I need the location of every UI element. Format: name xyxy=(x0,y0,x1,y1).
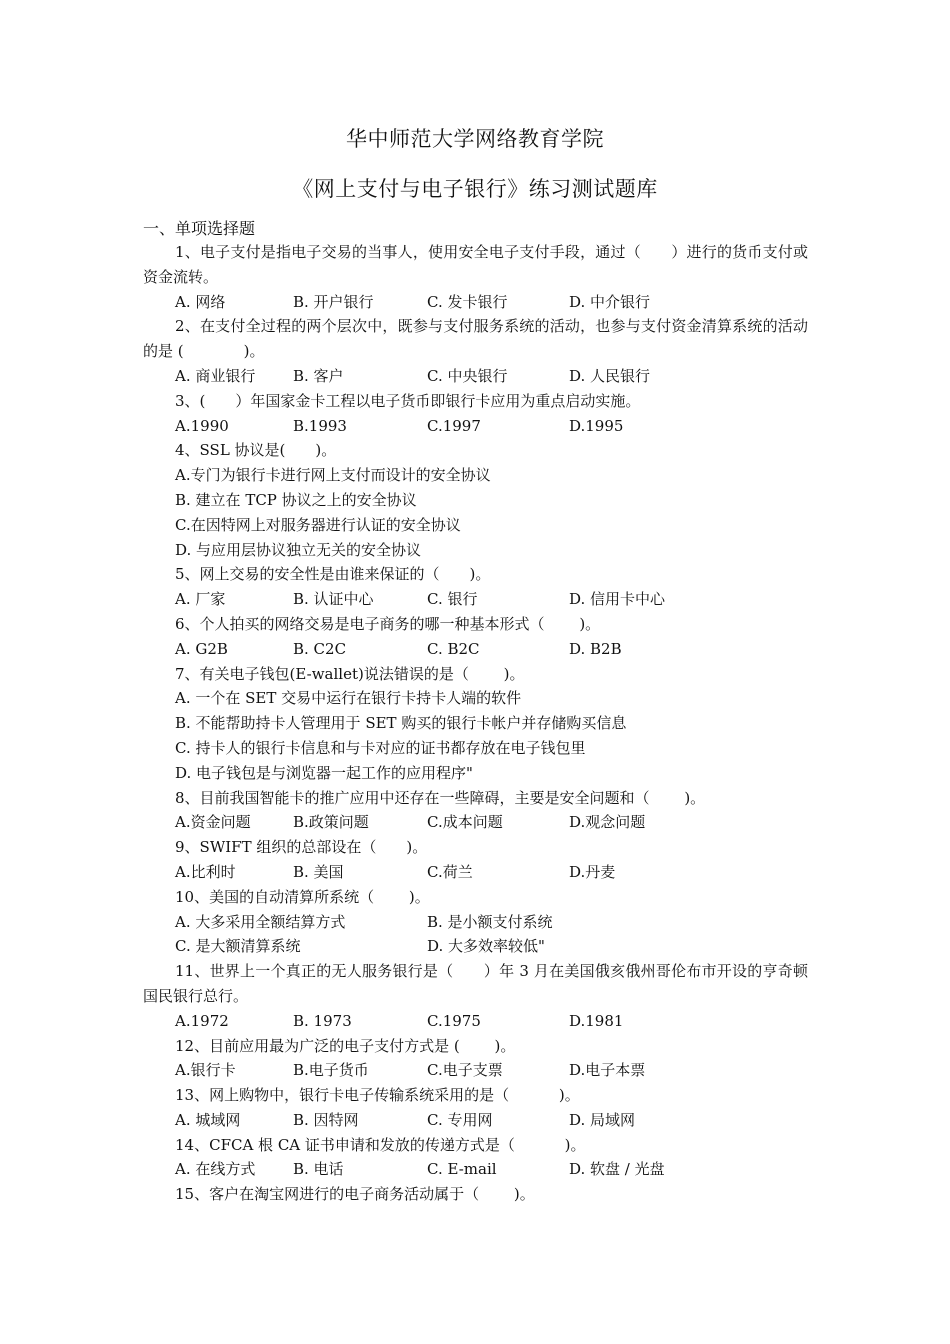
option-d: D. 大多效率较低" xyxy=(427,937,545,956)
options-13 xyxy=(143,1108,808,1133)
option-c: C. 银行 xyxy=(427,590,478,609)
option-c: C. E-mail xyxy=(427,1160,497,1179)
question-7: 7、有关电子钱包(E-wallet)说法错误的是（ )。 xyxy=(175,664,525,683)
options-3 xyxy=(143,414,808,439)
question-8: 8、目前我国智能卡的推广应用中还存在一些障碍，主要是安全问题和（ )。 xyxy=(175,788,706,807)
question-2: 2、在支付全过程的两个层次中，既参与支付服务系统的活动，也参与支付资金清算系统的活动的是 ( )。 xyxy=(143,317,808,361)
section-heading: 一、单项选择题 xyxy=(143,219,256,238)
option-b: B. 因特网 xyxy=(293,1110,359,1129)
question-13: 13、网上购物中，银行卡电子传输系统采用的是（ )。 xyxy=(175,1086,580,1105)
document-subtitle: 《网上支付与电子银行》练习测试题库 xyxy=(292,177,658,201)
options-10-row1 xyxy=(143,910,808,935)
option-c: C.荷兰 xyxy=(427,862,473,881)
question-15: 15、客户在淘宝网进行的电子商务活动属于（ )。 xyxy=(175,1185,535,1204)
option-d: D. 局域网 xyxy=(569,1110,636,1129)
option-a: A.比利时 xyxy=(175,862,236,881)
question-6: 6、个人拍买的网络交易是电子商务的哪一种基本形式（ )。 xyxy=(175,614,601,633)
option-d: D.1981 xyxy=(569,1011,624,1030)
option-d: D. 人民银行 xyxy=(569,366,651,385)
option-c: C. 中央银行 xyxy=(427,366,508,385)
options-2 xyxy=(143,364,808,389)
question-5: 5、网上交易的安全性是由谁来保证的（ )。 xyxy=(175,565,491,584)
option-b: B. 美国 xyxy=(293,862,344,881)
option-d: D. 电子钱包是与浏览器一起工作的应用程序" xyxy=(175,763,473,782)
option-a: A. G2B xyxy=(175,639,228,658)
option-b: B.电子货币 xyxy=(293,1061,369,1080)
option-d: D.1995 xyxy=(569,416,624,435)
option-b: B. 是小额支付系统 xyxy=(427,912,553,931)
option-a: A. 商业银行 xyxy=(175,366,256,385)
question-1: 1、电子支付是指电子交易的当事人，使用安全电子支付手段，通过（ ）进行的货币支付或资金流转。 xyxy=(143,243,808,286)
option-b: B. 客户 xyxy=(293,366,344,385)
option-c: C.在因特网上对服务器进行认证的安全协议 xyxy=(175,515,461,534)
question-4: 4、SSL 协议是( )。 xyxy=(175,441,337,460)
question-14: 14、CFCA 根 CA 证书申请和发放的传递方式是（ )。 xyxy=(175,1135,586,1154)
option-b: B.1993 xyxy=(293,416,347,435)
options-5 xyxy=(143,587,808,612)
options-14 xyxy=(143,1157,808,1182)
option-b: B. 认证中心 xyxy=(293,590,374,609)
option-a: A.银行卡 xyxy=(175,1061,236,1080)
question-list xyxy=(143,240,808,1207)
option-c: C. 是大额清算系统 xyxy=(175,937,301,956)
option-a: A. 大多采用全额结算方式 xyxy=(175,912,346,931)
options-9 xyxy=(143,860,808,885)
options-8 xyxy=(143,810,808,835)
question-12: 12、目前应用最为广泛的电子支付方式是 ( )。 xyxy=(175,1036,516,1055)
option-c: C.成本问题 xyxy=(427,813,503,832)
option-a: A.1990 xyxy=(175,416,229,435)
option-b: B. 电话 xyxy=(293,1160,344,1179)
option-b: B. 开户银行 xyxy=(293,292,374,311)
option-d: D.丹麦 xyxy=(569,862,616,881)
option-a: A. 城域网 xyxy=(175,1110,241,1129)
option-b: B. 建立在 TCP 协议之上的安全协议 xyxy=(175,490,417,509)
option-c: C. 持卡人的银行卡信息和与卡对应的证书都存放在电子钱包里 xyxy=(175,738,586,757)
option-b: B.政策问题 xyxy=(293,813,369,832)
option-c: C. 发卡银行 xyxy=(427,292,508,311)
question-10: 10、美国的自动清算所系统（ )。 xyxy=(175,887,430,906)
option-d: D.观念问题 xyxy=(569,813,646,832)
option-a: A. 一个在 SET 交易中运行在银行卡持卡人端的软件 xyxy=(175,689,522,708)
option-a: A. 厂家 xyxy=(175,590,226,609)
option-a: A.专门为银行卡进行网上支付而设计的安全协议 xyxy=(175,466,491,485)
option-a: A.资金问题 xyxy=(175,813,251,832)
option-d: D. B2B xyxy=(569,639,622,658)
option-b: B. 1973 xyxy=(293,1011,352,1030)
options-6 xyxy=(143,637,808,662)
options-11 xyxy=(143,1009,808,1034)
question-3: 3、( ）年国家金卡工程以电子货币即银行卡应用为重点启动实施。 xyxy=(175,391,641,410)
option-d: D. 中介银行 xyxy=(569,292,651,311)
option-b: B. C2C xyxy=(293,639,347,658)
options-12 xyxy=(143,1058,808,1083)
question-9: 9、SWIFT 组织的总部设在（ )。 xyxy=(175,838,428,857)
option-d: D.电子本票 xyxy=(569,1061,646,1080)
option-a: A. 网络 xyxy=(175,292,226,311)
options-1 xyxy=(143,290,808,315)
option-b: B. 不能帮助持卡人管理用于 SET 购买的银行卡帐户并存储购买信息 xyxy=(175,714,627,733)
option-c: C. B2C xyxy=(427,639,480,658)
option-d: D. 软盘 / 光盘 xyxy=(569,1160,665,1179)
question-11: 11、世界上一个真正的无人服务银行是（ ）年 3 月在美国俄亥俄州哥伦布市开设的亨奇顿国民银行总行。 xyxy=(143,962,808,1005)
option-a: A.1972 xyxy=(175,1011,229,1030)
option-c: C.1997 xyxy=(427,416,481,435)
option-d: D. 信用卡中心 xyxy=(569,590,666,609)
document-title: 华中师范大学网络教育学院 xyxy=(346,127,604,151)
options-10-row2 xyxy=(143,934,808,959)
option-d: D. 与应用层协议独立无关的安全协议 xyxy=(175,540,422,559)
option-c: C.电子支票 xyxy=(427,1061,503,1080)
option-a: A. 在线方式 xyxy=(175,1160,256,1179)
option-c: C.1975 xyxy=(427,1011,481,1030)
option-c: C. 专用网 xyxy=(427,1110,493,1129)
